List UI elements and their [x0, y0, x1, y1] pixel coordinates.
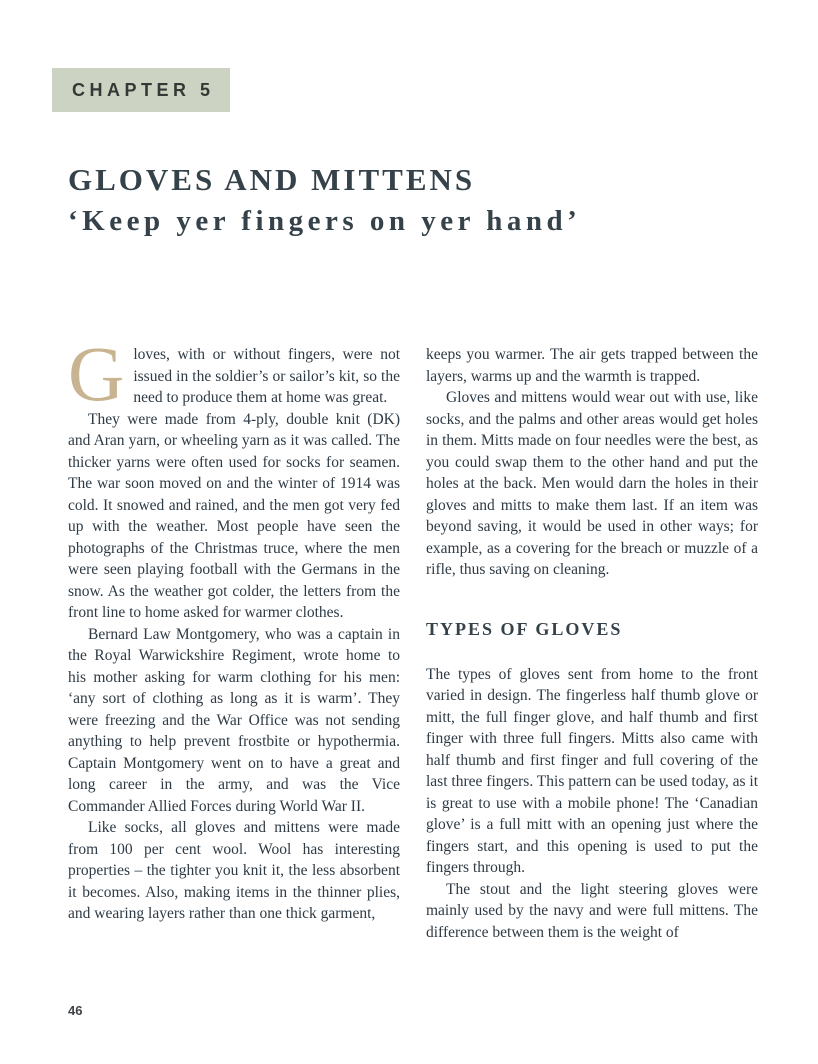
body-paragraph: Like socks, all gloves and mittens were made from 100 per cent wool. Wool has interesting properties – the tighter you knit it, the less absorbent it becomes. Also, making items in the thinner plies, and wearing layers rather than one thick garment,: [68, 819, 400, 922]
body-paragraph: Bernard Law Montgomery, who was a captain in the Royal Warwickshire Regiment, wrote home to his mother asking for warm clothing for his men: ‘any sort of clothing as long as it is warm’. They were freezing and the War Office was not sending anything to help prevent frostbite or hypothermia. Captain Montgomery went on to have a great and long career in the army, and was the Vice Commander Allied Forces during World War II.: [68, 625, 400, 815]
page-title: GLOVES AND MITTENS: [68, 162, 476, 197]
body-paragraph-text: loves, with or without fingers, were not issued in the soldier’s or sailor’s kit, so the need to produce them at home was great.: [133, 346, 400, 406]
text-columns: [68, 330, 758, 943]
right-column: [426, 344, 758, 943]
section-heading: TYPES OF GLOVES: [426, 618, 623, 639]
body-paragraph: The stout and the light steering gloves were mainly used by the navy and were full mittens. The difference between them is the weight of: [426, 880, 758, 941]
body-paragraph: The types of gloves sent from home to the front varied in design. The fingerless half thumb glove or mitt, the full finger glove, and half thumb and first finger with three full fingers. Mitts also came with half thumb and first finger and full covering of the last three fingers. This pattern can be used today, as it is great to use with a mobile phone! The ‘Canadian glove’ is a full mitt with an opening just where the fingers start, and this opening is used to put the fingers through.: [426, 665, 758, 876]
page-number: 46: [68, 1003, 83, 1018]
body-paragraph: They were made from 4-ply, double knit (DK) and Aran yarn, or wheeling yarn as it was called. The thicker yarns were often used for socks for seamen. The war soon moved on and the winter of 1914 was cold. It snowed and rained, and the men got very fed up with the weather. Most people have seen the photographs of the Christmas truce, where the men were seen playing football with the Germans in the snow. As the weather got colder, the letters from the front line to home asked for warmer clothes.: [68, 410, 400, 621]
title-block: [68, 163, 768, 238]
page-subtitle: ‘Keep yer fingers on yer hand’: [68, 205, 582, 238]
chapter-label: CHAPTER 5: [72, 79, 215, 100]
drop-cap: G: [68, 330, 125, 417]
chapter-label-box: [52, 68, 230, 112]
left-column: [68, 330, 400, 943]
body-paragraph: keeps you warmer. The air gets trapped between the layers, warms up and the warmth is trapped.: [426, 346, 758, 385]
body-paragraph: Gloves and mittens would wear out with use, like socks, and the palms and other areas would get holes in them. Mitts made on four needles were the best, as you could swap them to the other hand and put the holes at the back. Men would darn the holes in their gloves and mitts to make them last. If an item was beyond saving, it would be used in other ways; for example, as a covering for the breach or muzzle of a rifle, thus saving on cleaning.: [426, 389, 758, 578]
body-paragraph: [68, 330, 400, 417]
